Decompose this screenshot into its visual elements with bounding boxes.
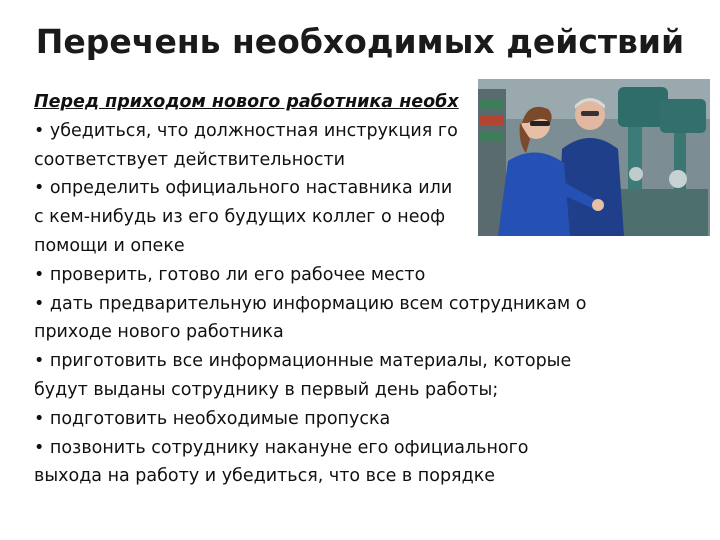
intro-line: Перед приходом нового работника необх (34, 92, 459, 112)
bullet-line: • подготовить необходимые пропуска (34, 408, 391, 429)
bullet-line: • приготовить все информационные материалы, которые (34, 351, 572, 372)
workshop-illustration (478, 79, 710, 236)
bullet-line: • проверить, готово ли его рабочее место (34, 264, 426, 285)
bullet-line: помощи и опеке (34, 235, 185, 256)
bullet-line: будут выданы сотруднику в первый день работы; (34, 379, 499, 400)
bullet-line: соответствует действительности (34, 149, 346, 170)
bullet-line: приходе нового работника (34, 322, 284, 343)
bullet-line: • определить официального наставника или (34, 178, 453, 199)
bullet-line: • убедиться, что должностная инструкция го (34, 120, 458, 141)
workshop-photo (478, 79, 710, 236)
bullet-line: • дать предварительную информацию всем сотрудникам о (34, 293, 587, 314)
bullet-line: • позвонить сотруднику накануне его официального (34, 437, 529, 458)
slide-title: Перечень необходимых действий (35, 22, 685, 61)
bullet-line: выхода на работу и убедиться, что все в порядке (34, 466, 496, 487)
bullet-line: с кем-нибудь из его будущих коллег о неоф (34, 207, 446, 228)
